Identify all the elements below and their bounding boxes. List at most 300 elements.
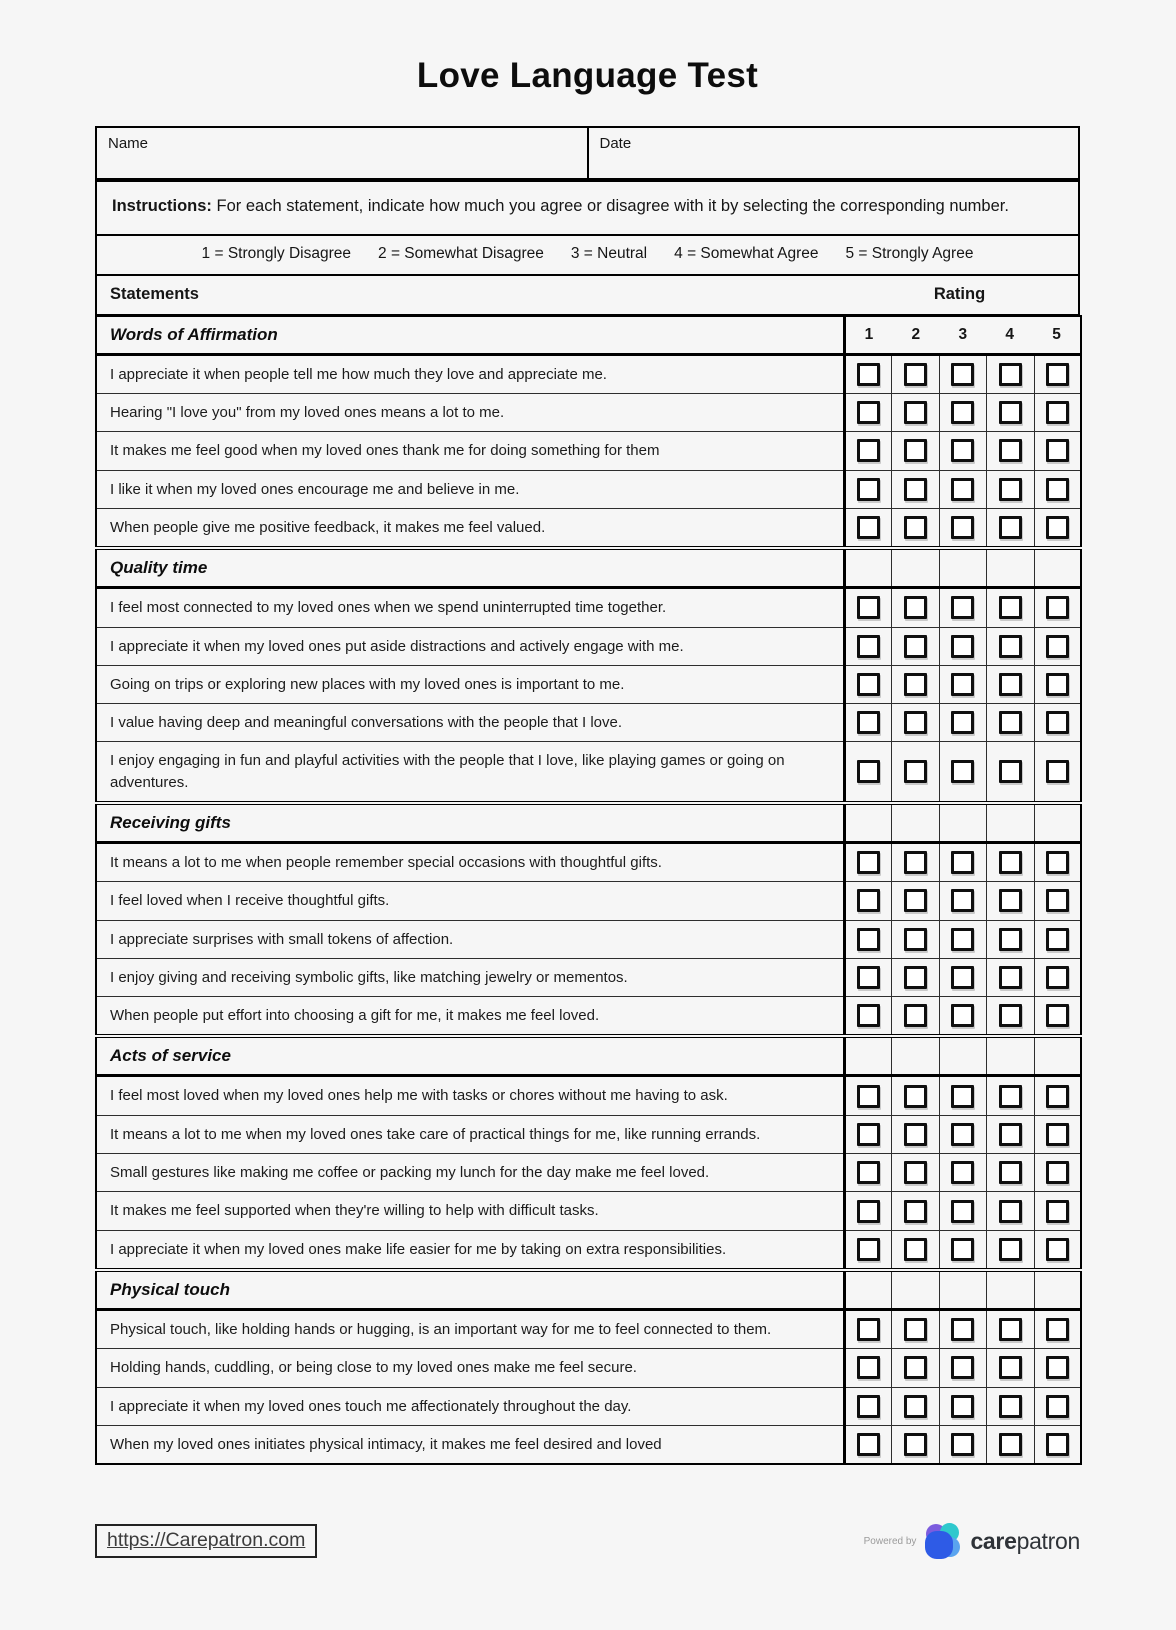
statement-text: It means a lot to me when my loved ones take care of practical things for me, like running errands. <box>96 1115 844 1153</box>
rating-checkbox[interactable] <box>904 1200 927 1223</box>
rating-checkbox[interactable] <box>951 928 974 951</box>
rating-checkbox[interactable] <box>951 673 974 696</box>
rating-cell <box>986 958 1034 996</box>
rating-cell <box>1034 588 1081 627</box>
statement-row <box>96 1192 1081 1230</box>
statement-text: I appreciate it when my loved ones make life easier for me by taking on extra responsibilities. <box>96 1230 844 1270</box>
rating-cell <box>891 704 939 742</box>
rating-checkbox[interactable] <box>999 516 1022 539</box>
rating-checkbox[interactable] <box>857 401 880 424</box>
rating-checkbox[interactable] <box>999 928 1022 951</box>
rating-checkbox[interactable] <box>904 966 927 989</box>
statement-row <box>96 665 1081 703</box>
rating-checkbox[interactable] <box>1046 363 1069 386</box>
rating-cell <box>891 1230 939 1270</box>
rating-checkbox[interactable] <box>1046 673 1069 696</box>
footer-link[interactable]: https://Carepatron.com <box>95 1524 317 1558</box>
rating-numbers <box>846 319 1081 350</box>
statement-row <box>96 470 1081 508</box>
statement-row <box>96 842 1081 881</box>
rating-cell <box>939 1115 986 1153</box>
rating-cell <box>1034 882 1081 920</box>
rating-checkbox[interactable] <box>999 1238 1022 1261</box>
rating-checkbox[interactable] <box>1046 889 1069 912</box>
rating-checkbox[interactable] <box>1046 760 1069 783</box>
section-header: Physical touch <box>96 1270 844 1310</box>
rating-cell <box>1034 1076 1081 1115</box>
rating-cell-empty <box>1034 548 1081 588</box>
rating-checkbox[interactable] <box>999 478 1022 501</box>
rating-checkbox[interactable] <box>857 1318 880 1341</box>
rating-checkbox[interactable] <box>999 635 1022 658</box>
rating-cell <box>939 1349 986 1387</box>
rating-cell <box>844 882 891 920</box>
rating-checkbox[interactable] <box>904 1085 927 1108</box>
scale-item-2: 2 = Somewhat Disagree <box>378 244 544 262</box>
rating-checkbox[interactable] <box>951 1123 974 1146</box>
rating-cell <box>844 394 891 432</box>
rating-checkbox[interactable] <box>999 1318 1022 1341</box>
rating-cell <box>1034 842 1081 881</box>
rating-cell <box>844 704 891 742</box>
rating-cell-empty <box>844 1270 891 1310</box>
rating-cell <box>844 958 891 996</box>
rating-cell <box>844 627 891 665</box>
rating-cell <box>986 1309 1034 1348</box>
rating-cell <box>844 1230 891 1270</box>
statement-text: When my loved ones initiates physical intimacy, it makes me feel desired and loved <box>96 1425 844 1464</box>
rating-cell <box>1034 1309 1081 1348</box>
rating-checkbox[interactable] <box>999 1123 1022 1146</box>
rating-cell <box>891 354 939 393</box>
rating-cell <box>939 842 986 881</box>
statement-text: When people give me positive feedback, it makes me feel valued. <box>96 508 844 548</box>
statement-text: Physical touch, like holding hands or hugging, is an important way for me to feel connected to them. <box>96 1309 844 1348</box>
instructions-text <box>97 182 1078 234</box>
section-header: Receiving gifts <box>96 803 844 843</box>
rating-checkbox[interactable] <box>857 1356 880 1379</box>
rating-cell <box>844 470 891 508</box>
rating-checkbox[interactable] <box>857 1123 880 1146</box>
rating-cell <box>891 1387 939 1425</box>
rating-checkbox[interactable] <box>999 1004 1022 1027</box>
rating-checkbox[interactable] <box>1046 928 1069 951</box>
rating-cell-empty <box>891 1036 939 1076</box>
rating-checkbox[interactable] <box>904 760 927 783</box>
name-input-area[interactable] <box>97 128 589 178</box>
rating-checkbox[interactable] <box>999 1356 1022 1379</box>
statement-row <box>96 1115 1081 1153</box>
rating-cell-empty <box>1034 1036 1081 1076</box>
rating-checkbox[interactable] <box>857 673 880 696</box>
rating-cell <box>939 882 986 920</box>
rating-cell <box>844 432 891 470</box>
rating-checkbox[interactable] <box>904 928 927 951</box>
rating-cell <box>986 842 1034 881</box>
statement-text: I appreciate surprises with small tokens of affection. <box>96 920 844 958</box>
rating-cell-empty <box>844 803 891 843</box>
rating-cell <box>891 842 939 881</box>
rating-checkbox[interactable] <box>904 1123 927 1146</box>
rating-checkbox[interactable] <box>904 1004 927 1027</box>
rating-checkbox[interactable] <box>1046 1004 1069 1027</box>
rating-cell <box>939 394 986 432</box>
rating-checkbox[interactable] <box>999 711 1022 734</box>
rating-cell <box>939 1192 986 1230</box>
rating-cell <box>1034 1115 1081 1153</box>
rating-checkbox[interactable] <box>857 1200 880 1223</box>
rating-checkbox[interactable] <box>951 851 974 874</box>
rating-checkbox[interactable] <box>1046 1238 1069 1261</box>
rating-checkbox[interactable] <box>1046 439 1069 462</box>
rating-cell <box>891 1425 939 1464</box>
rating-number: 4 <box>1005 326 1014 344</box>
rating-checkbox[interactable] <box>857 760 880 783</box>
rating-checkbox[interactable] <box>951 1433 974 1456</box>
rating-cell <box>891 1192 939 1230</box>
statements-table <box>95 315 1082 1465</box>
rating-cell <box>844 665 891 703</box>
section-row <box>96 1036 1081 1076</box>
statement-row <box>96 704 1081 742</box>
rating-cell <box>939 470 986 508</box>
rating-checkbox[interactable] <box>857 1433 880 1456</box>
rating-checkbox[interactable] <box>857 516 880 539</box>
page-title: Love Language Test <box>416 56 759 95</box>
rating-checkbox[interactable] <box>1046 851 1069 874</box>
rating-checkbox[interactable] <box>951 760 974 783</box>
rating-cell <box>891 742 939 803</box>
rating-cell <box>939 997 986 1037</box>
statement-text: Small gestures like making me coffee or packing my lunch for the day make me feel loved. <box>96 1154 844 1192</box>
rating-checkbox[interactable] <box>1046 711 1069 734</box>
instructions-box <box>95 180 1080 276</box>
rating-checkbox[interactable] <box>951 1356 974 1379</box>
rating-cell <box>939 588 986 627</box>
rating-checkbox[interactable] <box>904 516 927 539</box>
rating-cell <box>844 1349 891 1387</box>
rating-checkbox[interactable] <box>1046 1318 1069 1341</box>
rating-cell <box>939 958 986 996</box>
statement-row <box>96 742 1081 803</box>
rating-checkbox[interactable] <box>999 1085 1022 1108</box>
rating-checkbox[interactable] <box>951 1085 974 1108</box>
rating-cell <box>1034 394 1081 432</box>
rating-checkbox[interactable] <box>951 966 974 989</box>
rating-checkbox[interactable] <box>904 851 927 874</box>
rating-cell <box>891 432 939 470</box>
rating-cell <box>891 882 939 920</box>
statement-row <box>96 627 1081 665</box>
rating-checkbox[interactable] <box>904 1161 927 1184</box>
rating-checkbox[interactable] <box>857 889 880 912</box>
rating-cell <box>844 1309 891 1348</box>
rating-checkbox[interactable] <box>951 1161 974 1184</box>
rating-checkbox[interactable] <box>951 596 974 619</box>
statement-row <box>96 1425 1081 1464</box>
statement-text: I feel most connected to my loved ones when we spend uninterrupted time together. <box>96 588 844 627</box>
rating-cell-empty <box>986 1270 1034 1310</box>
rating-number: 5 <box>1052 326 1061 344</box>
rating-cell <box>891 997 939 1037</box>
rating-checkbox[interactable] <box>857 1161 880 1184</box>
rating-checkbox[interactable] <box>857 1004 880 1027</box>
rating-checkbox[interactable] <box>1046 1200 1069 1223</box>
rating-cell <box>986 1154 1034 1192</box>
statement-row <box>96 1349 1081 1387</box>
rating-cell <box>844 997 891 1037</box>
rating-cell <box>891 1076 939 1115</box>
statement-row <box>96 920 1081 958</box>
rating-checkbox[interactable] <box>904 889 927 912</box>
logo-blue-blob <box>925 1531 953 1559</box>
rating-cell <box>939 1230 986 1270</box>
rating-checkbox[interactable] <box>999 673 1022 696</box>
rating-checkbox[interactable] <box>951 516 974 539</box>
rating-checkbox[interactable] <box>1046 1123 1069 1146</box>
rating-cell-empty <box>939 1270 986 1310</box>
statement-row <box>96 1076 1081 1115</box>
rating-checkbox[interactable] <box>999 596 1022 619</box>
statement-text: It makes me feel good when my loved ones thank me for doing something for them <box>96 432 844 470</box>
document-sheet <box>95 0 1080 1559</box>
rating-header-label: Rating <box>933 285 986 304</box>
rating-cell <box>986 1349 1034 1387</box>
rating-checkbox[interactable] <box>951 401 974 424</box>
rating-cell <box>844 1387 891 1425</box>
rating-checkbox[interactable] <box>999 401 1022 424</box>
statement-row <box>96 1154 1081 1192</box>
rating-cell-empty <box>939 803 986 843</box>
rating-cell-empty <box>986 548 1034 588</box>
rating-cell <box>1034 997 1081 1037</box>
rating-checkbox[interactable] <box>999 851 1022 874</box>
rating-cell <box>986 1387 1034 1425</box>
rating-checkbox[interactable] <box>904 596 927 619</box>
instructions-body: For each statement, indicate how much you agree or disagree with it by selecting the corresponding number. <box>211 197 1009 215</box>
rating-cell <box>986 1115 1034 1153</box>
rating-cell <box>1034 1425 1081 1464</box>
rating-cell <box>1034 704 1081 742</box>
rating-checkbox[interactable] <box>999 760 1022 783</box>
rating-checkbox[interactable] <box>904 439 927 462</box>
rating-checkbox[interactable] <box>1046 1161 1069 1184</box>
rating-cell <box>844 1154 891 1192</box>
rating-checkbox[interactable] <box>951 1200 974 1223</box>
rating-checkbox[interactable] <box>857 1085 880 1108</box>
rating-cell <box>986 742 1034 803</box>
rating-cell-empty <box>891 803 939 843</box>
section-row <box>96 803 1081 843</box>
statement-text: I appreciate it when people tell me how much they love and appreciate me. <box>96 354 844 393</box>
rating-cell <box>939 920 986 958</box>
footer <box>95 1523 1080 1559</box>
rating-cell <box>844 1115 891 1153</box>
name-date-table <box>95 126 1080 182</box>
rating-checkbox[interactable] <box>1046 1356 1069 1379</box>
rating-cell <box>986 882 1034 920</box>
rating-cell-empty <box>1034 1270 1081 1310</box>
statement-row <box>96 1230 1081 1270</box>
rating-checkbox[interactable] <box>999 439 1022 462</box>
rating-checkbox[interactable] <box>1046 635 1069 658</box>
statement-row <box>96 997 1081 1037</box>
rating-checkbox[interactable] <box>904 673 927 696</box>
date-input-area[interactable] <box>589 128 1079 178</box>
rating-cell <box>891 920 939 958</box>
rating-cell <box>1034 1154 1081 1192</box>
rating-cell <box>939 1387 986 1425</box>
rating-checkbox[interactable] <box>951 635 974 658</box>
rating-checkbox[interactable] <box>951 439 974 462</box>
rating-checkbox[interactable] <box>857 439 880 462</box>
rating-cell <box>1034 665 1081 703</box>
powered-by <box>864 1523 1080 1559</box>
rating-checkbox[interactable] <box>999 966 1022 989</box>
scale-item-5: 5 = Strongly Agree <box>845 244 974 262</box>
rating-cell <box>939 1076 986 1115</box>
rating-checkbox[interactable] <box>904 711 927 734</box>
rating-checkbox[interactable] <box>999 1161 1022 1184</box>
rating-checkbox[interactable] <box>1046 478 1069 501</box>
rating-checkbox[interactable] <box>999 1395 1022 1418</box>
rating-cell <box>986 1425 1034 1464</box>
statement-row <box>96 394 1081 432</box>
statement-text: It makes me feel supported when they're willing to help with difficult tasks. <box>96 1192 844 1230</box>
instructions-label: Instructions: <box>112 197 212 215</box>
rating-checkbox[interactable] <box>951 1004 974 1027</box>
rating-checkbox[interactable] <box>951 363 974 386</box>
rating-checkbox[interactable] <box>999 1200 1022 1223</box>
rating-cell <box>986 665 1034 703</box>
rating-cell-empty <box>939 1036 986 1076</box>
rating-checkbox[interactable] <box>1046 516 1069 539</box>
scale-item-1: 1 = Strongly Disagree <box>201 244 352 262</box>
rating-cell <box>844 354 891 393</box>
rating-checkbox[interactable] <box>904 1395 927 1418</box>
rating-cell <box>939 508 986 548</box>
powered-by-label: Powered by <box>863 1535 917 1547</box>
rating-numbers-row <box>844 316 1081 355</box>
rating-cell-empty <box>986 1036 1034 1076</box>
rating-checkbox[interactable] <box>999 889 1022 912</box>
rating-checkbox[interactable] <box>999 1433 1022 1456</box>
section-header: Quality time <box>96 548 844 588</box>
rating-checkbox[interactable] <box>904 363 927 386</box>
section-header: Words of Affirmation <box>96 316 844 355</box>
rating-cell <box>986 508 1034 548</box>
carepatron-logo-icon <box>925 1523 961 1559</box>
rating-cell <box>939 1154 986 1192</box>
rating-checkbox[interactable] <box>1046 596 1069 619</box>
rating-cell <box>844 842 891 881</box>
brand-bold: care <box>970 1527 1017 1554</box>
rating-checkbox[interactable] <box>857 635 880 658</box>
rating-checkbox[interactable] <box>999 363 1022 386</box>
rating-cell-empty <box>844 1036 891 1076</box>
rating-checkbox[interactable] <box>1046 1433 1069 1456</box>
rating-cell <box>939 742 986 803</box>
scale-item-4: 4 = Somewhat Agree <box>674 244 819 262</box>
rating-checkbox[interactable] <box>857 1395 880 1418</box>
rating-cell <box>986 1192 1034 1230</box>
rating-checkbox[interactable] <box>857 851 880 874</box>
rating-checkbox[interactable] <box>951 478 974 501</box>
rating-cell-empty <box>891 548 939 588</box>
rating-number: 1 <box>864 326 874 344</box>
rating-checkbox[interactable] <box>1046 1395 1069 1418</box>
statement-text: Holding hands, cuddling, or being close to my loved ones make me feel secure. <box>96 1349 844 1387</box>
rating-cell <box>939 1425 986 1464</box>
carepatron-wordmark <box>970 1528 1080 1555</box>
statement-text: I enjoy giving and receiving symbolic gifts, like matching jewelry or mementos. <box>96 958 844 996</box>
rating-checkbox[interactable] <box>904 1356 927 1379</box>
rating-checkbox[interactable] <box>1046 401 1069 424</box>
rating-checkbox[interactable] <box>904 401 927 424</box>
rating-checkbox[interactable] <box>857 711 880 734</box>
rating-checkbox[interactable] <box>951 1395 974 1418</box>
rating-cell <box>986 588 1034 627</box>
statements-header-label: Statements <box>110 285 199 304</box>
rating-cell <box>1034 958 1081 996</box>
rating-cell <box>986 1230 1034 1270</box>
rating-checkbox[interactable] <box>1046 1085 1069 1108</box>
rating-checkbox[interactable] <box>904 1433 927 1456</box>
rating-checkbox[interactable] <box>1046 966 1069 989</box>
rating-checkbox[interactable] <box>857 596 880 619</box>
rating-cell <box>891 394 939 432</box>
statement-text: I feel most loved when my loved ones help me with tasks or chores without me having to ask. <box>96 1076 844 1115</box>
rating-checkbox[interactable] <box>857 478 880 501</box>
rating-number: 2 <box>911 326 921 344</box>
name-label: Name <box>108 135 149 152</box>
rating-checkbox[interactable] <box>904 478 927 501</box>
rating-cell <box>891 1115 939 1153</box>
statement-text: I value having deep and meaningful conversations with the people that I love. <box>96 704 844 742</box>
rating-cell <box>844 1192 891 1230</box>
rating-checkbox[interactable] <box>857 363 880 386</box>
rating-cell <box>939 354 986 393</box>
section-row <box>96 1270 1081 1310</box>
rating-checkbox[interactable] <box>904 1238 927 1261</box>
rating-cell <box>891 665 939 703</box>
rating-cell <box>939 1309 986 1348</box>
statement-text: I enjoy engaging in fun and playful activities with the people that I love, like playing games or going on adventures. <box>96 742 844 803</box>
rating-checkbox[interactable] <box>904 1318 927 1341</box>
rating-cell <box>986 920 1034 958</box>
rating-checkbox[interactable] <box>904 635 927 658</box>
date-label: Date <box>599 135 632 152</box>
statement-row <box>96 354 1081 393</box>
statement-text: Hearing "I love you" from my loved ones means a lot to me. <box>96 394 844 432</box>
rating-checkbox[interactable] <box>951 1238 974 1261</box>
scale-legend <box>97 234 1078 274</box>
rating-checkbox[interactable] <box>951 1318 974 1341</box>
rating-cell <box>844 920 891 958</box>
rating-checkbox[interactable] <box>857 928 880 951</box>
statement-text: When people put effort into choosing a gift for me, it makes me feel loved. <box>96 997 844 1037</box>
rating-cell <box>1034 508 1081 548</box>
rating-cell <box>939 627 986 665</box>
rating-checkbox[interactable] <box>951 711 974 734</box>
rating-checkbox[interactable] <box>951 889 974 912</box>
rating-checkbox[interactable] <box>857 1238 880 1261</box>
rating-cell <box>986 394 1034 432</box>
rating-checkbox[interactable] <box>857 966 880 989</box>
statement-text: Going on trips or exploring new places with my loved ones is important to me. <box>96 665 844 703</box>
rating-cell <box>1034 470 1081 508</box>
rating-cell <box>891 1349 939 1387</box>
